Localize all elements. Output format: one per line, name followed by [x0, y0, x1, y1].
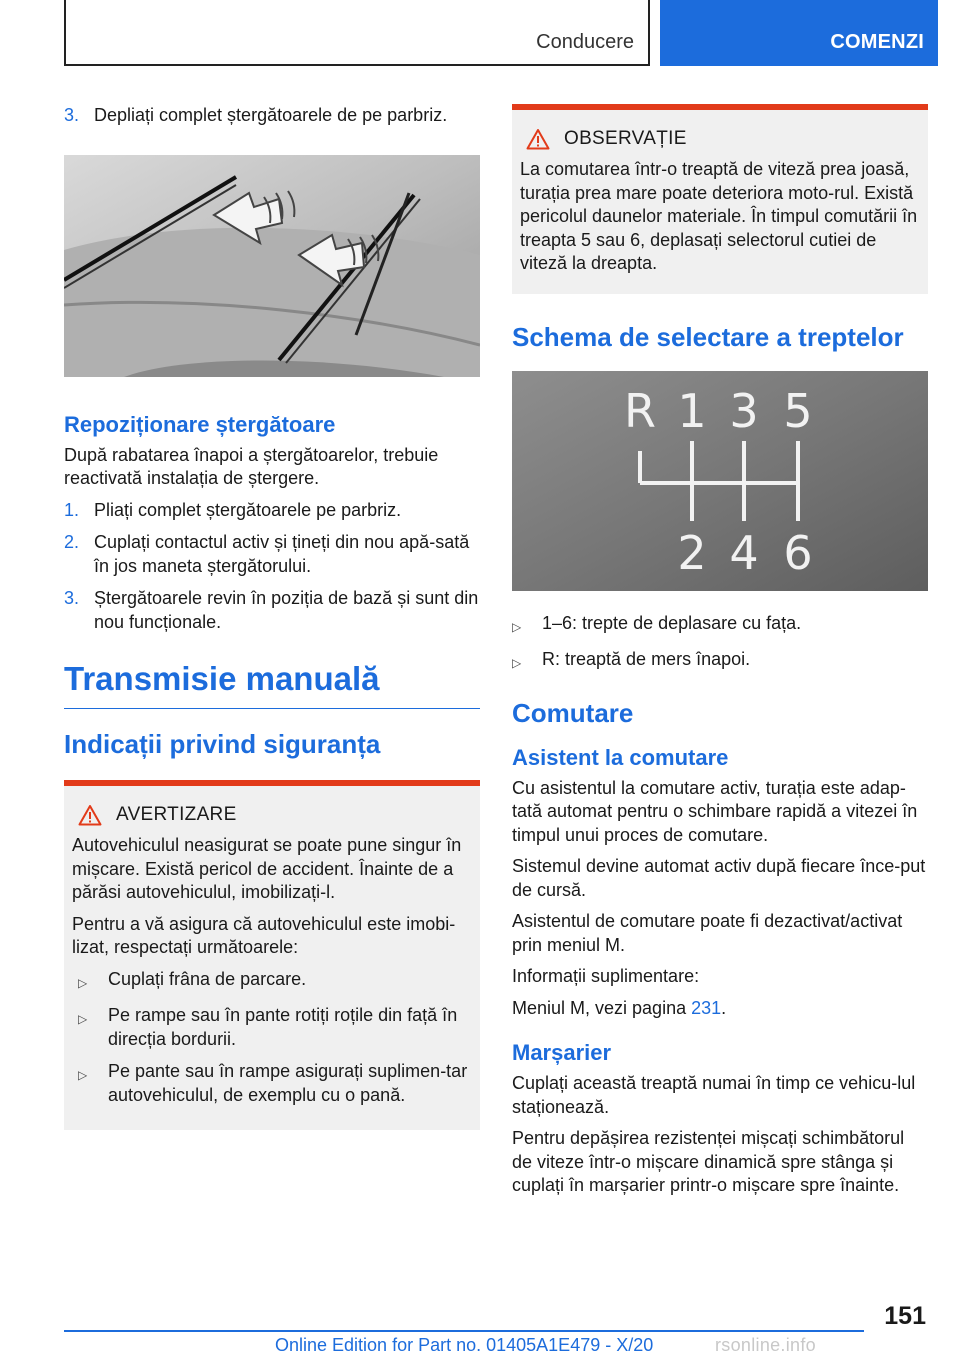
right-column — [512, 104, 928, 1206]
list-item — [512, 648, 928, 676]
repositioning-intro: După rabatarea înapoi a ștergătoarelor, trebuie reactivată instalația de ștergere. — [64, 444, 439, 488]
list-item — [64, 531, 480, 578]
bullet-text: Pe rampe sau în pante rotiți roțile din față în direcția bordurii. — [108, 1005, 458, 1049]
footer-divider — [64, 1330, 864, 1332]
step-text: Ștergătoarele revin în poziția de bază și sunt din nou funcționale. — [94, 588, 479, 632]
bullet-text: R: treaptă de mers înapoi. — [542, 649, 751, 669]
gear-label: 6 — [783, 525, 813, 580]
repositioning-title: Repoziționare ștergătoare — [64, 411, 336, 437]
list-item — [78, 1004, 472, 1051]
gear-label: 1 — [677, 383, 707, 438]
gear-label: 5 — [783, 383, 813, 438]
note-box — [512, 104, 928, 294]
list-item — [64, 499, 480, 523]
bullet-triangle-icon: ▷ — [78, 975, 88, 990]
shift-assist-title: Asistent la comutare — [512, 744, 729, 770]
page-number: 151 — [884, 1302, 926, 1330]
watermark-text: rsonline.info — [715, 1335, 816, 1355]
step-number: 2. — [64, 532, 80, 552]
paragraph: Informații suplimentare: — [512, 966, 700, 986]
paragraph: Cu asistentul la comutare activ, turația este adap-tată automat pentru o schimbare rapidă a vitezei în timpul unui proces de comutare. — [512, 777, 918, 845]
step-number: 3. — [64, 105, 80, 125]
step-number: 1. — [64, 499, 80, 520]
reference-suffix: . — [721, 997, 727, 1018]
warning-label: AVERTIZARE — [116, 804, 237, 825]
warning-text: Pentru a vă asigura că autovehiculul este imobi-lizat, respectați următoarele: — [72, 913, 456, 957]
manual-transmission-title: Transmisie manuală — [64, 660, 480, 709]
warning-heading — [72, 804, 472, 826]
header-section-tab[interactable] — [64, 0, 650, 66]
bullet-text: 1–6: trepte de deplasare cu fața. — [542, 612, 802, 633]
warning-box — [64, 780, 480, 1130]
paragraph — [512, 997, 928, 1021]
warning-triangle-icon — [526, 128, 550, 150]
bullet-triangle-icon: ▷ — [78, 1012, 88, 1026]
warning-text: Autovehiculul neasigurat se poate pune singur în mișcare. Există pericol de accident. Înainte de a părăsi autovehiculul, imobilizați-l. — [72, 835, 462, 902]
header-chapter-label: COMENZI — [830, 31, 924, 53]
gear-shift-diagram — [512, 371, 928, 591]
bullet-triangle-icon: ▷ — [512, 619, 522, 634]
gear-label: 3 — [729, 383, 759, 438]
header-section-label: Conducere — [536, 31, 634, 53]
list-item — [78, 968, 472, 996]
bullet-text: Pe pante sau în rampe asigurați suplimen-tar autovehiculul, de exemplu cu o pană. — [108, 1061, 468, 1105]
page-link[interactable]: 231 — [691, 997, 722, 1018]
windshield-wipers-image — [64, 155, 480, 377]
gear-label: 4 — [729, 525, 759, 580]
paragraph: Asistentul de comutare poate fi dezactivat/activat prin meniul M. — [512, 911, 903, 955]
step-text: Cuplați contactul activ și țineți din nou apă-sată în jos maneta ștergătorului. — [94, 532, 470, 576]
left-column — [64, 104, 480, 1130]
bullet-text: Cuplați frâna de parcare. — [108, 968, 307, 989]
shifting-title: Comutare — [512, 697, 634, 728]
edition-text: Online Edition for Part no. 01405A1E479 - X/20 — [275, 1335, 654, 1355]
bullet-triangle-icon: ▷ — [78, 1068, 88, 1082]
reference-prefix: Meniul M, vezi pagina — [512, 997, 692, 1018]
gear-schema-title: Schema de selectare a treptelor — [512, 321, 904, 352]
list-item — [512, 612, 928, 640]
reverse-title: Marșarier — [512, 1040, 612, 1065]
list-item — [78, 1060, 472, 1107]
step-text: Pliați complet ștergătoarele pe parbriz. — [94, 499, 402, 520]
warning-triangle-icon — [78, 804, 102, 826]
paragraph: Pentru depășirea rezistenței mișcați schimbătorul de viteze într-o mișcare dinamică spre stânga și cuplați în marșarier printr-o mișcare spre înainte. — [512, 1128, 905, 1195]
step-text: Depliați complet ștergătoarele de pe parbriz. — [94, 105, 448, 125]
bullet-triangle-icon: ▷ — [512, 656, 522, 670]
note-text: La comutarea într-o treaptă de viteză prea joasă, turația prea mare poate deteriora moto-rul. Există pericolul daunelor materiale. În timpul comutării în treapta 5 sau 6, deplasați selectorul cutiei de viteză la dreapta. — [520, 159, 918, 273]
note-label: OBSERVAȚIE — [564, 128, 687, 149]
gear-label: R — [624, 383, 656, 438]
list-item — [64, 587, 480, 634]
list-item — [64, 104, 480, 128]
safety-title: Indicații privind siguranța — [64, 729, 381, 759]
paragraph: Sistemul devine automat activ după fiecare înce-put de cursă. — [512, 856, 926, 900]
step-number: 3. — [64, 588, 80, 608]
header-chapter-tab[interactable] — [660, 0, 938, 66]
paragraph: Cuplați această treaptă numai în timp ce vehicu-lul staționează. — [512, 1073, 916, 1117]
note-heading — [520, 128, 920, 150]
gear-label: 2 — [677, 525, 707, 580]
